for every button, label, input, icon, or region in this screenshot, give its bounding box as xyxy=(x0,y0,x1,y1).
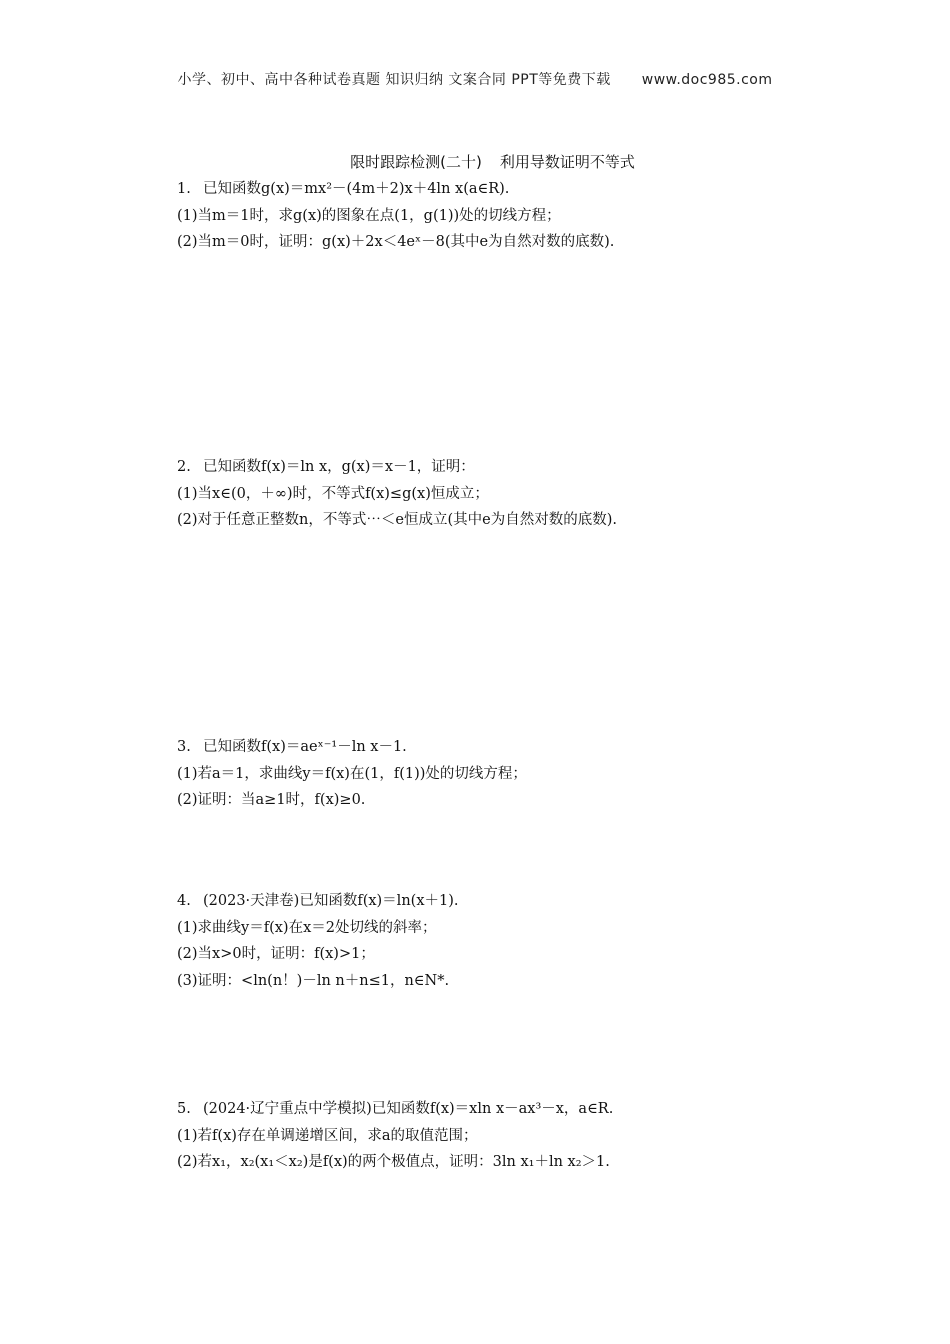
header-url[interactable]: www.doc985.com xyxy=(641,72,773,88)
problem-stem xyxy=(177,888,877,915)
problem-part: (2)证明：当a≥1时，f(x)≥0. xyxy=(177,792,366,808)
problem-stem-text: (2023·天津卷)已知函数f(x)＝ln(x＋1). xyxy=(203,893,459,909)
problem-part: (1)当m＝1时，求g(x)的图象在点(1，g(1))处的切线方程； xyxy=(177,207,561,224)
problem-3 xyxy=(177,734,877,814)
problem-stem-text: 已知函数g(x)＝mx²－(4m＋2)x＋4ln x(a∈R). xyxy=(203,181,510,197)
problem-part: (2)对于任意正整数n，不等式⋯＜e恒成立(其中e为自然对数的底数). xyxy=(177,512,617,528)
problem-stem-text: 已知函数f(x)＝aeˣ⁻¹－ln x－1. xyxy=(203,739,407,755)
problem-stem-text: (2024·辽宁重点中学模拟)已知函数f(x)＝xln x－ax³－x，a∈R. xyxy=(203,1101,614,1117)
title-sub: 利用导数证明不等式 xyxy=(499,153,635,171)
problem-stem xyxy=(177,454,877,481)
problem-4 xyxy=(177,888,877,994)
problem-stem xyxy=(177,1096,877,1123)
problem-number: 3. xyxy=(177,739,191,755)
problem-part: (2)若x₁，x₂(x₁＜x₂)是f(x)的两个极值点，证明：3ln x₁＋ln x₂＞1. xyxy=(177,1154,610,1170)
problem-stem xyxy=(177,734,877,761)
header-text: 小学、初中、高中各种试卷真题 知识归纳 文案合同 PPT等免费下载 xyxy=(177,72,611,88)
problem-number: 5. xyxy=(177,1101,191,1117)
problem-stem-text: 已知函数f(x)＝ln x，g(x)＝x－1，证明： xyxy=(203,459,475,475)
problem-part: (1)若a＝1，求曲线y＝f(x)在(1，f(1))处的切线方程； xyxy=(177,765,527,782)
problem-2 xyxy=(177,454,877,534)
problem-5 xyxy=(177,1096,877,1176)
problem-1 xyxy=(177,176,877,256)
title-main: 限时跟踪检测(二十) xyxy=(350,153,482,171)
problem-number: 2. xyxy=(177,459,191,475)
problem-part: (2)当x>0时，证明：f(x)>1； xyxy=(177,946,375,962)
problem-number: 1. xyxy=(177,181,191,197)
problem-stem xyxy=(177,176,877,203)
problem-part: (1)求曲线y＝f(x)在x＝2处切线的斜率； xyxy=(177,919,437,936)
page-title xyxy=(0,151,950,172)
problem-part: (2)当m＝0时，证明：g(x)＋2x＜4eˣ－8(其中e为自然对数的底数). xyxy=(177,234,615,250)
page-header xyxy=(0,69,950,89)
problem-part: (1)当x∈(0，＋∞)时，不等式f(x)≤g(x)恒成立； xyxy=(177,485,489,502)
problem-part: (1)若f(x)存在单调递增区间，求a的取值范围； xyxy=(177,1127,478,1144)
problem-part: (3)证明：<ln(n！)－ln n＋n≤1，n∈N*. xyxy=(177,972,450,989)
problem-number: 4. xyxy=(177,893,191,909)
